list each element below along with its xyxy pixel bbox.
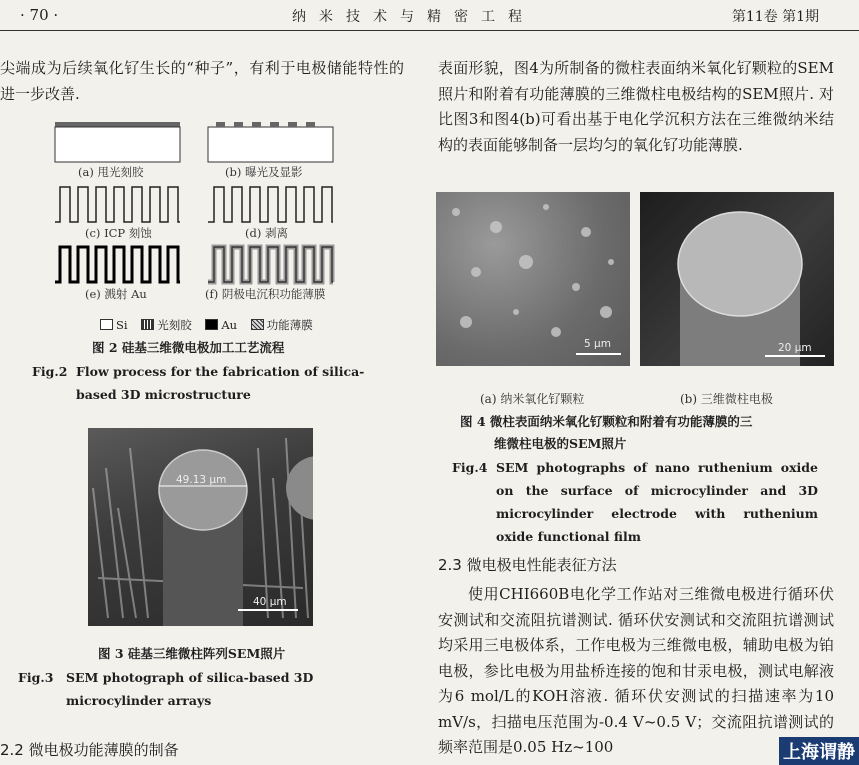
right-paragraph-1-text: 表面形貌，图4为所制备的微柱表面纳米氧化钌颗粒的SEM照片和附着有功能薄膜的三维微柱电极结构的SEM照片. 对比图3和图4(b)可看出基于电化学沉积方法在三维微纳米结构的表面能够制备一层均匀的氧化钌功能薄膜. — [438, 59, 834, 154]
right-paragraph-2-text: 使用CHI660B电化学工作站对三维微电极进行循环伏安测试和交流阻抗谱测试. 循环伏安测试和交流阻抗谱测试均采用三电极体系，工作电极为三维微电极，辅助电极为铂电极，参比电极为用盐桥连接的饱和甘汞电极，测试电解液为6 mol/L的KOH溶液. 循环伏安测试的扫描速率为10 mV/s，扫描电压范围为-0.4 V~0.5 V；交流阻抗谱测试的频率范围是0.05 Hz~100 — [438, 585, 834, 756]
fig4-caption-en-label: Fig.4 — [452, 460, 488, 475]
fig2-substrate-b — [208, 127, 333, 162]
page-number: · 70 · — [20, 6, 59, 24]
fig3-caption-en — [18, 666, 390, 712]
legend-si: Si — [100, 318, 128, 332]
legend-film: 功能薄膜 — [251, 318, 313, 332]
fig4-sub-b: (b) 三维微柱电极 — [680, 392, 773, 406]
fig2-photoresist-a — [55, 122, 180, 127]
fig4-caption-cn-1: 图 4 微柱表面纳米氧化钌颗粒和附着有功能薄膜的三 — [460, 414, 753, 429]
fig2-step-f: (f) 阴极电沉积功能薄膜 — [205, 287, 326, 301]
figure-2 — [40, 112, 380, 344]
fig2-caption-cn: 图 2 硅基三维微电极加工工艺流程 — [92, 340, 285, 355]
fig3-caption-en-text: SEM photograph of silica-based 3D microcylinder arrays — [66, 670, 314, 708]
left-intro-text: 尖端成为后续氧化钌生长的“种子”，有利于电极储能特性的进一步改善. — [0, 59, 404, 103]
fig4b-sem-image — [640, 192, 834, 366]
legend-au: Au — [205, 318, 237, 332]
fig3-diameter-label: 49.13 μm — [176, 474, 227, 486]
fig2-pattern-b — [216, 122, 315, 127]
fig4-caption-en-text: SEM photographs of nano ruthenium oxide on the surface of microcylinder and 3D microcylinder electrode with ruthenium oxide functional film — [496, 460, 818, 544]
fig2-process-diagram — [40, 112, 380, 312]
right-paragraph-1 — [438, 56, 834, 158]
page-header — [0, 0, 859, 34]
left-intro — [0, 56, 404, 107]
fig2-step-c: (c) ICP 刻蚀 — [85, 226, 152, 240]
fig4-caption-cn-2: 维微柱电极的SEM照片 — [494, 436, 627, 451]
watermark-badge: 上海谓静 — [779, 737, 859, 765]
fig2-step-e: (e) 溅射 Au — [85, 287, 147, 301]
fig3-caption-cn: 图 3 硅基三维微柱阵列SEM照片 — [98, 646, 286, 661]
fig3-sem-image — [88, 428, 313, 626]
fig3-caption-en-label: Fig.3 — [18, 670, 54, 685]
fig2-sputtered-e — [55, 247, 180, 282]
fig2-stripped-d — [208, 187, 333, 222]
fig2-caption-en-text: Flow process for the fabrication of silica-based 3D microstructure — [76, 364, 365, 402]
fig4a-sem-image — [436, 192, 630, 366]
fig2-caption-en-label: Fig.2 — [32, 364, 68, 379]
section-2-2-heading: 2.2 微电极功能薄膜的制备 — [0, 741, 179, 759]
fig4-caption-en — [452, 456, 818, 548]
journal-title: 纳米技术与精密工程 — [292, 9, 535, 25]
right-paragraph-2 — [438, 582, 834, 761]
fig4a-scale-label: 5 μm — [584, 338, 611, 350]
fig2-step-a: (a) 甩光刻胶 — [78, 165, 144, 179]
fig4b-scale-label: 20 μm — [778, 342, 812, 354]
fig3-scale-label: 40 μm — [253, 596, 287, 608]
section-2-3-heading: 2.3 微电极电性能表征方法 — [438, 556, 617, 574]
fig2-legend — [100, 317, 323, 333]
fig2-etched-c — [55, 187, 180, 222]
header-rule — [0, 30, 859, 31]
volume-issue: 第11卷 第1期 — [731, 9, 819, 25]
legend-photoresist: 光刻胶 — [141, 318, 192, 332]
fig2-caption-en — [32, 360, 392, 406]
fig2-substrate-a — [55, 127, 180, 162]
fig2-step-b: (b) 曝光及显影 — [225, 165, 303, 179]
fig2-step-d: (d) 剥离 — [245, 226, 288, 240]
fig4-sub-a: (a) 纳米氧化钌颗粒 — [480, 392, 585, 406]
